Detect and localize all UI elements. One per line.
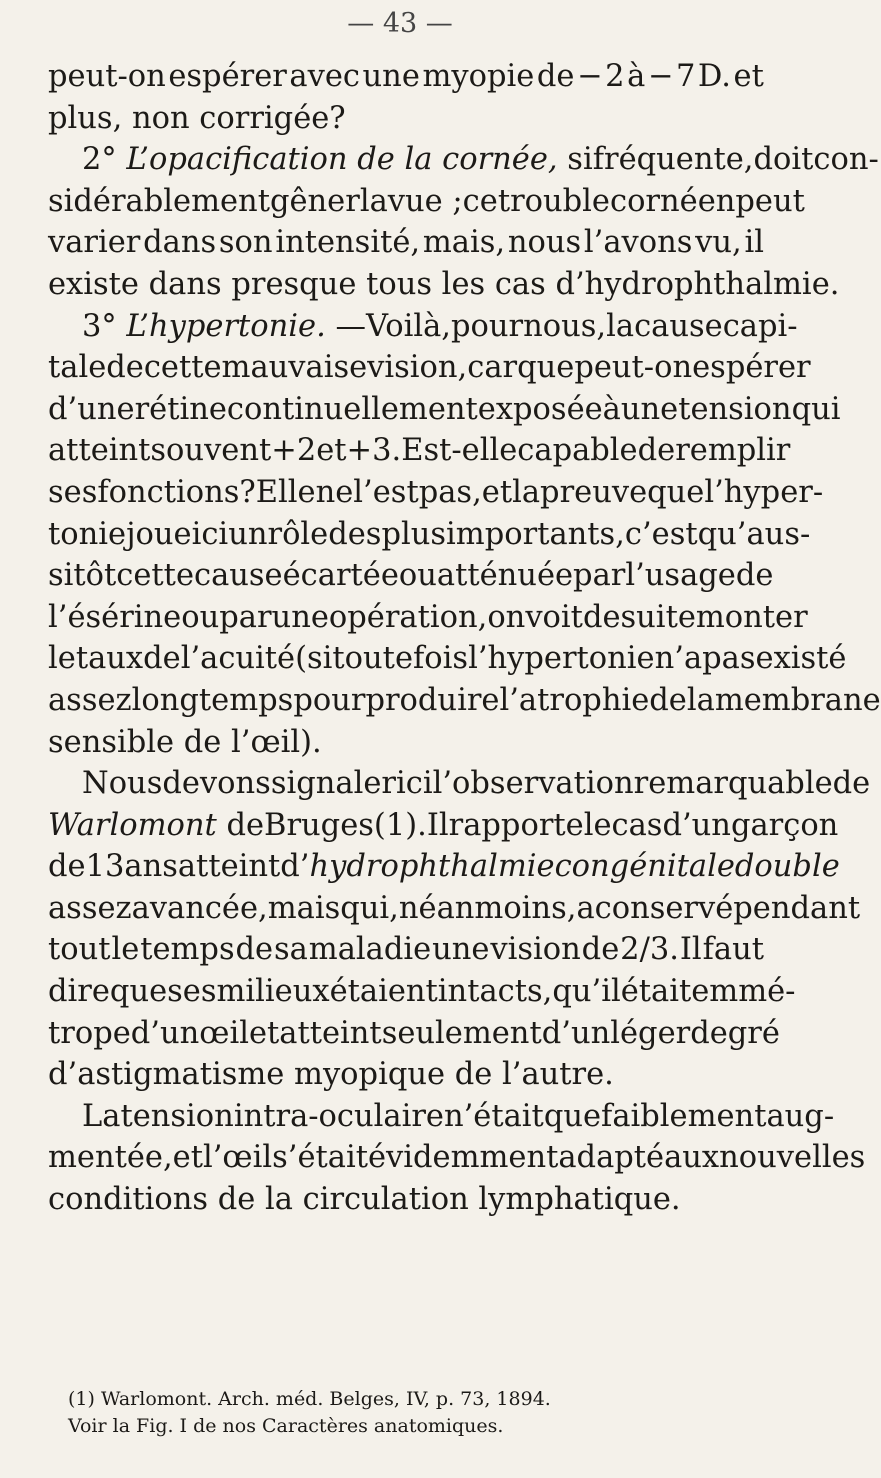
- word: milieux: [216, 974, 330, 1010]
- word: par: [219, 599, 272, 635]
- text-line: [48, 430, 791, 472]
- word: que: [647, 474, 705, 510]
- word: peut-on: [574, 350, 693, 386]
- word: seulement: [381, 1015, 542, 1051]
- word: ce: [462, 183, 498, 219]
- word: on: [487, 599, 526, 635]
- word: degré: [690, 1015, 780, 1051]
- word: de: [48, 849, 86, 885]
- word: varier: [48, 225, 141, 261]
- word: 13: [85, 849, 125, 885]
- word: 2: [605, 59, 625, 94]
- word: gêner: [269, 183, 360, 219]
- word: fréquente,: [592, 142, 754, 178]
- word: de: [637, 433, 676, 469]
- word: joue: [126, 516, 192, 552]
- word: de: [216, 807, 265, 843]
- word: c’est: [624, 516, 698, 552]
- word: faut: [702, 932, 764, 968]
- word: emmé-: [691, 974, 796, 1010]
- word: rétine: [134, 391, 227, 427]
- footnote-2-text: Voir la Fig. I de nos Caractères anatomiques.: [68, 1415, 504, 1437]
- word: opération,: [328, 599, 488, 635]
- word: 2: [296, 433, 317, 469]
- word: la: [359, 183, 388, 219]
- word: (1).: [373, 807, 427, 843]
- text-line: [48, 1054, 764, 1096]
- text-line: [48, 971, 796, 1013]
- word: double: [734, 849, 840, 885]
- word: ici: [191, 516, 229, 552]
- word: doit: [753, 142, 814, 178]
- word: et: [172, 1140, 203, 1176]
- word: assez: [48, 890, 132, 926]
- word: l’est: [353, 474, 419, 510]
- word: ses: [167, 974, 217, 1010]
- text-line: [48, 722, 764, 764]
- word: voit: [525, 599, 583, 635]
- word: pendant: [733, 890, 861, 926]
- word: atteint: [48, 433, 151, 469]
- word: intra-oculaire: [233, 1098, 444, 1134]
- word: d’un: [662, 807, 731, 843]
- word: fonctions?: [97, 474, 256, 510]
- text-line: [48, 347, 811, 389]
- word: de: [832, 766, 871, 802]
- text-line: [48, 389, 841, 431]
- word: temps: [140, 932, 235, 968]
- word: Il: [679, 932, 702, 968]
- text-line: [48, 222, 764, 264]
- word: le: [111, 932, 140, 968]
- word: une: [362, 59, 420, 94]
- word: peut: [735, 183, 805, 219]
- word: ans: [124, 849, 178, 885]
- footnotes: [68, 1386, 748, 1440]
- word: preuve: [540, 474, 648, 510]
- word: sensible de l’œil).: [48, 724, 322, 760]
- word: continuellement: [226, 391, 478, 427]
- word: aux: [664, 1140, 720, 1176]
- word: l’atrophie: [499, 682, 650, 718]
- word: Nous: [82, 766, 163, 802]
- word: pas: [702, 641, 756, 677]
- word: à: [602, 391, 621, 427]
- word: qu’aus-: [697, 516, 811, 552]
- word: plus, non corrigée?: [48, 100, 346, 136]
- word: d’un: [541, 1015, 611, 1051]
- word: qu’il: [552, 974, 621, 1010]
- word: (si: [295, 641, 333, 677]
- word: ou: [181, 599, 220, 635]
- word: plus: [381, 516, 447, 552]
- word: Voilà,: [366, 308, 451, 344]
- word: remplir: [675, 433, 791, 469]
- text-line: [48, 1096, 835, 1138]
- word: la: [686, 682, 715, 718]
- word: évidemment: [367, 1140, 559, 1176]
- word: trouble: [497, 183, 610, 219]
- word: la: [512, 474, 541, 510]
- text-line: [48, 805, 839, 847]
- word: que: [109, 974, 168, 1010]
- word: à: [627, 59, 646, 94]
- word: intacts,: [437, 974, 553, 1010]
- word: vue ;: [387, 183, 463, 219]
- word: tout: [48, 932, 111, 968]
- word: conditions de la circulation lymphatique.: [48, 1182, 681, 1218]
- word: pour: [450, 308, 524, 344]
- word: con-: [813, 142, 879, 178]
- text-line: [48, 1013, 780, 1055]
- word: monter: [695, 599, 808, 635]
- text-line: [48, 929, 764, 971]
- word: ne: [315, 474, 354, 510]
- word: Est-elle: [401, 433, 518, 469]
- word: dans: [143, 225, 217, 261]
- text-line: [48, 139, 879, 181]
- word: de: [536, 59, 575, 94]
- word: suite: [620, 599, 696, 635]
- word: et: [316, 433, 347, 469]
- word: adapté: [558, 1140, 665, 1176]
- word: une: [620, 391, 679, 427]
- word: l’acuité: [180, 641, 296, 677]
- word: tension: [120, 1098, 234, 1134]
- word: Bruges: [264, 807, 374, 843]
- word: taux: [75, 641, 144, 677]
- word: de: [582, 599, 621, 635]
- word: de: [235, 932, 274, 968]
- text-line: [48, 514, 811, 556]
- word: sidérablement: [48, 183, 270, 219]
- word: cas: [611, 807, 663, 843]
- word: l’œil: [202, 1140, 273, 1176]
- word: que: [517, 350, 575, 386]
- word: d’: [280, 849, 310, 885]
- word: 2/3.: [620, 932, 679, 968]
- word: faiblement: [601, 1098, 767, 1134]
- word: ici: [395, 766, 433, 802]
- page-number: — 43 —: [347, 8, 453, 39]
- word: −: [576, 59, 603, 94]
- word: longtemps: [131, 682, 294, 718]
- word: intensité,: [275, 225, 421, 261]
- word: mais,: [422, 225, 506, 261]
- word: Elle: [255, 474, 316, 510]
- word: et: [733, 59, 764, 94]
- word: vision: [490, 932, 581, 968]
- word: pas,: [418, 474, 482, 510]
- word: 3°: [82, 308, 127, 344]
- text-line: [48, 846, 840, 888]
- word: de: [581, 932, 620, 968]
- word: de: [106, 350, 144, 386]
- text-line: [48, 555, 774, 597]
- word: L’hypertonie.: [126, 308, 326, 344]
- word: des: [328, 516, 382, 552]
- word: si: [557, 142, 593, 178]
- word: mentée,: [48, 1140, 173, 1176]
- word: 7: [675, 59, 696, 94]
- text-line: [48, 763, 871, 805]
- word: devons: [162, 766, 271, 802]
- word: d’une: [48, 391, 135, 427]
- word: cornéen: [609, 183, 736, 219]
- word: remarquable: [633, 766, 833, 802]
- word: l’usage: [625, 558, 736, 594]
- word: avec: [289, 59, 360, 94]
- word: tension: [678, 391, 792, 427]
- word: mais: [267, 890, 341, 926]
- word: toutefois: [332, 641, 469, 677]
- word: une: [432, 932, 490, 968]
- word: léger: [610, 1015, 691, 1051]
- word: +: [346, 433, 373, 469]
- word: Warlomont: [48, 807, 217, 843]
- word: assez: [48, 682, 132, 718]
- word: vu,: [695, 225, 742, 261]
- word: nouvelles: [719, 1140, 866, 1176]
- text-line: [48, 472, 824, 514]
- word: son: [218, 225, 273, 261]
- word: un: [228, 516, 268, 552]
- word: s’était: [272, 1140, 368, 1176]
- word: —: [325, 308, 366, 344]
- word: que: [543, 1098, 602, 1134]
- word: vision,: [367, 350, 468, 386]
- word: rôle: [267, 516, 329, 552]
- text-line: [48, 98, 764, 140]
- word: rapporte: [448, 807, 584, 843]
- word: exposée: [477, 391, 603, 427]
- word: cette: [116, 558, 194, 594]
- word: une: [271, 599, 329, 635]
- word: écartée: [282, 558, 399, 594]
- word: de: [735, 558, 774, 594]
- word: +: [271, 433, 297, 469]
- word: existé: [755, 641, 847, 677]
- word: espérer: [168, 59, 287, 94]
- word: garçon: [730, 807, 839, 843]
- word: nous: [507, 225, 582, 261]
- word: l’observation: [432, 766, 634, 802]
- word: sa: [274, 932, 308, 968]
- word: tale: [48, 350, 107, 386]
- footnote-2: [68, 1413, 748, 1440]
- word: hydrophthalmie: [309, 849, 555, 885]
- word: de: [143, 641, 181, 677]
- word: ou: [398, 558, 437, 594]
- word: −: [647, 59, 674, 94]
- word: tonie: [48, 516, 127, 552]
- word: de: [649, 682, 687, 718]
- text-line: [48, 680, 881, 722]
- word: La: [82, 1098, 121, 1134]
- word: n’a: [654, 641, 703, 677]
- word: atteint: [177, 849, 281, 885]
- word: était: [620, 974, 692, 1010]
- word: avancée,: [131, 890, 268, 926]
- word: ses: [48, 474, 98, 510]
- word: cause: [634, 308, 723, 344]
- word: peut-on: [48, 59, 166, 94]
- word: congénitale: [554, 849, 735, 885]
- word: signaler: [270, 766, 396, 802]
- word: importants,: [446, 516, 625, 552]
- word: par: [573, 558, 626, 594]
- word: cette: [143, 350, 222, 386]
- word: qui: [791, 391, 841, 427]
- word: myopie: [422, 59, 535, 94]
- word: atteint: [279, 1015, 382, 1051]
- word: atténuée: [436, 558, 574, 594]
- word: l’ésérine: [48, 599, 182, 635]
- word: la: [606, 308, 635, 344]
- word: l’hyper-: [704, 474, 824, 510]
- text-line: [48, 1137, 866, 1179]
- word: cause: [194, 558, 283, 594]
- text-line: [48, 264, 840, 306]
- word: car: [467, 350, 518, 386]
- word: sitôt: [48, 558, 117, 594]
- word: souvent: [150, 433, 272, 469]
- text-line: [48, 181, 805, 223]
- word: nous,: [523, 308, 607, 344]
- text-line: [48, 597, 808, 639]
- word: a: [576, 890, 595, 926]
- text-line: [48, 1179, 764, 1221]
- word: 2°: [82, 142, 127, 178]
- word: d’astigmatisme myopique de l’autre.: [48, 1057, 614, 1093]
- text-line: [48, 56, 764, 98]
- word: d’un: [130, 1015, 200, 1051]
- text-line: [48, 306, 798, 348]
- word: et: [248, 1015, 280, 1051]
- word: D.: [697, 59, 731, 94]
- word: étaient: [329, 974, 438, 1010]
- word: l’avons: [583, 225, 693, 261]
- word: œil: [199, 1015, 249, 1051]
- word: produire: [365, 682, 500, 718]
- word: il: [744, 225, 764, 261]
- word: membrane: [714, 682, 881, 718]
- word: capi-: [722, 308, 798, 344]
- footnote-1-text: (1) Warlomont. Arch. méd. Belges, IV, p. 73, 1894.: [68, 1388, 551, 1410]
- word: L’opacification de la cornée,: [126, 142, 558, 178]
- word: mauvaise: [221, 350, 368, 386]
- text-line: [48, 638, 847, 680]
- word: pour: [293, 682, 366, 718]
- word: existe dans presque tous les cas d’hydrophthalmie.: [48, 266, 840, 302]
- word: qui,: [340, 890, 399, 926]
- word: dire: [48, 974, 110, 1010]
- word: aug-: [766, 1098, 835, 1134]
- word: le: [583, 807, 612, 843]
- footnote-1: [68, 1386, 748, 1413]
- body-text: [48, 56, 881, 1221]
- text-line: [48, 888, 861, 930]
- word: n’était: [443, 1098, 544, 1134]
- word: conservé: [594, 890, 734, 926]
- word: maladie: [308, 932, 432, 968]
- word: le: [48, 641, 76, 677]
- word: l’hypertonie: [468, 641, 655, 677]
- word: trope: [48, 1015, 131, 1051]
- word: 3.: [372, 433, 402, 469]
- word: espérer: [692, 350, 811, 386]
- word: Il: [426, 807, 449, 843]
- word: et: [481, 474, 513, 510]
- word: néanmoins,: [398, 890, 577, 926]
- word: capable: [517, 433, 638, 469]
